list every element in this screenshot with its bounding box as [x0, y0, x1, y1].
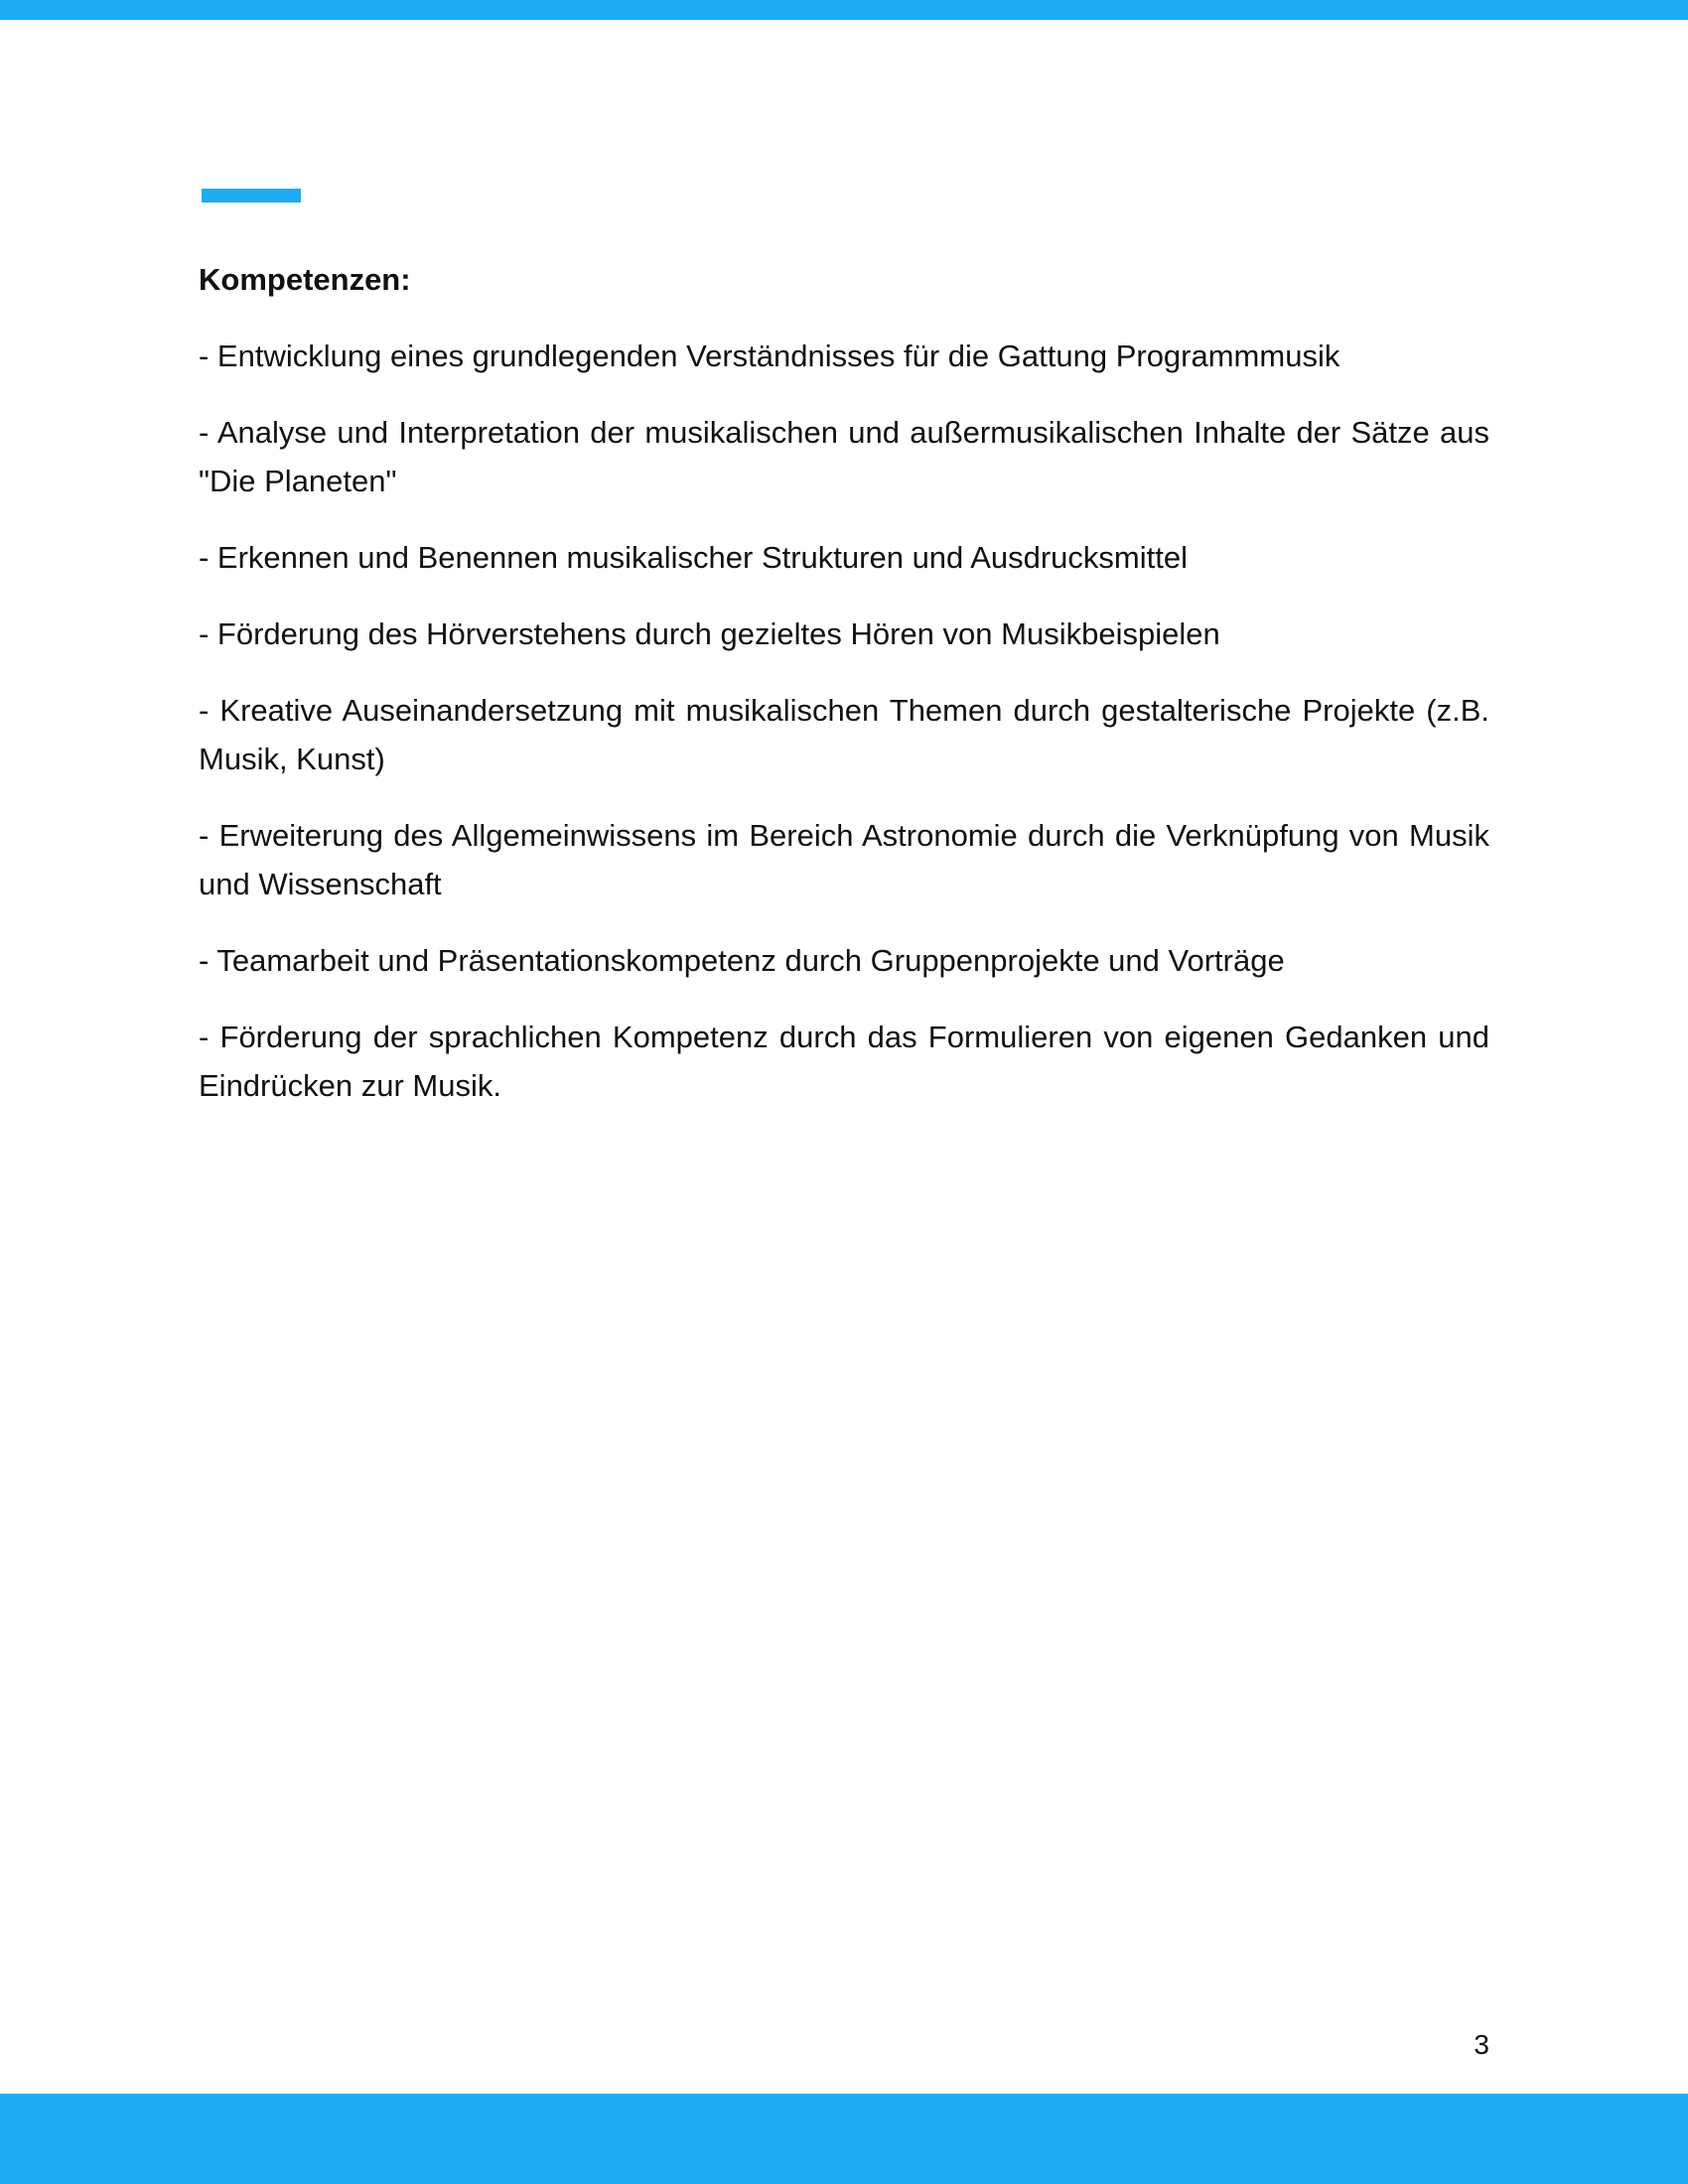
- list-item: - Erweiterung des Allgemeinwissens im Bereich Astronomie durch die Verknüpfung von Musik und Wissenschaft: [199, 818, 1489, 901]
- list-item: - Kreative Auseinandersetzung mit musikalischen Themen durch gestalterische Projekte (z.B. Musik, Kunst): [199, 693, 1489, 776]
- list-item: - Analyse und Interpretation der musikalischen und außermusikalischen Inhalte der Sätze aus "Die Planeten": [199, 415, 1489, 498]
- section-heading: Kompetenzen:: [199, 262, 411, 297]
- top-accent-bar: [0, 0, 1688, 20]
- page-number: 3: [1474, 2029, 1489, 2060]
- list-item: - Förderung der sprachlichen Kompetenz durch das Formulieren von eigenen Gedanken und Eindrücken zur Musik.: [199, 1020, 1489, 1103]
- document-content: [199, 256, 1489, 1138]
- list-item: - Förderung des Hörverstehens durch gezieltes Hören von Musikbeispielen: [199, 616, 1220, 651]
- section-accent-mark: [202, 189, 301, 203]
- list-item: - Entwicklung eines grundlegenden Verständnisses für die Gattung Programmmusik: [199, 339, 1340, 373]
- bottom-accent-bar: [0, 2094, 1688, 2184]
- list-item: - Erkennen und Benennen musikalischer Strukturen und Ausdrucksmittel: [199, 540, 1188, 575]
- list-item: - Teamarbeit und Präsentationskompetenz durch Gruppenprojekte und Vorträge: [199, 943, 1285, 978]
